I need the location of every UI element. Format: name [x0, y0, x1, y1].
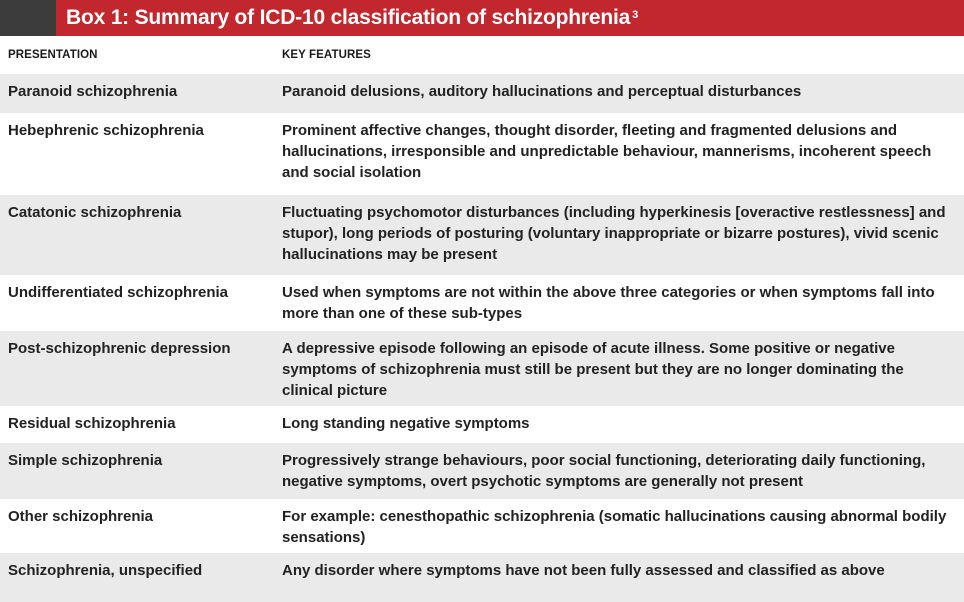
classification-table — [0, 36, 964, 602]
table-row — [0, 499, 964, 553]
cell-presentation: Paranoid schizophrenia — [8, 83, 178, 100]
cell-key-features: Fluctuating psychomotor disturbances (including hyperkinesis [overactive restlessness] and stupor), long periods of posturing (voluntary inappropriate or bizarre postures), vivid scenic hallucinations may be present — [282, 204, 946, 263]
box-title — [56, 0, 964, 36]
cell-presentation: Residual schizophrenia — [8, 415, 176, 432]
header-presentation: PRESENTATION — [8, 48, 98, 61]
cell-key-features: Progressively strange behaviours, poor social functioning, deteriorating daily functioning, negative symptoms, overt psychotic symptoms are generally not present — [282, 452, 926, 490]
cell-presentation: Simple schizophrenia — [8, 452, 163, 469]
table-row — [0, 406, 964, 443]
title-accent-block — [0, 0, 56, 36]
cell-presentation: Schizophrenia, unspecified — [8, 562, 203, 579]
cell-presentation: Other schizophrenia — [8, 508, 154, 525]
table-row — [0, 331, 964, 406]
table-row — [0, 113, 964, 195]
table-header-row — [0, 36, 964, 74]
cell-presentation: Undifferentiated schizophrenia — [8, 284, 229, 301]
cell-key-features: Used when symptoms are not within the above three categories or when symptoms fall into more than one of these sub-types — [282, 284, 935, 322]
cell-key-features: For example: cenesthopathic schizophrenia (somatic hallucinations causing abnormal bodily sensations) — [282, 508, 947, 546]
reference-superscript: 3 — [632, 9, 639, 21]
cell-presentation: Post-schizophrenic depression — [8, 340, 231, 357]
box-title-bar — [0, 0, 964, 36]
cell-key-features: Paranoid delusions, auditory hallucinations and perceptual disturbances — [282, 83, 802, 100]
header-key-features: KEY FEATURES — [282, 48, 371, 61]
cell-key-features: Long standing negative symptoms — [282, 415, 530, 432]
cell-key-features: Any disorder where symptoms have not been fully assessed and classified as above — [282, 562, 885, 579]
cell-key-features: A depressive episode following an episode of acute illness. Some positive or negative symptoms of schizophrenia must still be present but they are no longer dominating the clinical picture — [282, 340, 904, 399]
cell-presentation: Catatonic schizophrenia — [8, 204, 182, 221]
cell-key-features: Prominent affective changes, thought disorder, fleeting and fragmented delusions and hallucinations, irresponsible and unpredictable behaviour, mannerisms, incoherent speech and social isolation — [282, 122, 932, 181]
table-row — [0, 553, 964, 602]
table-row — [0, 195, 964, 275]
box-title-text: Box 1: Summary of ICD-10 classification of schizophrenia — [66, 6, 631, 29]
table-row — [0, 74, 964, 113]
table-row — [0, 275, 964, 331]
cell-presentation: Hebephrenic schizophrenia — [8, 122, 204, 139]
table-row — [0, 443, 964, 499]
